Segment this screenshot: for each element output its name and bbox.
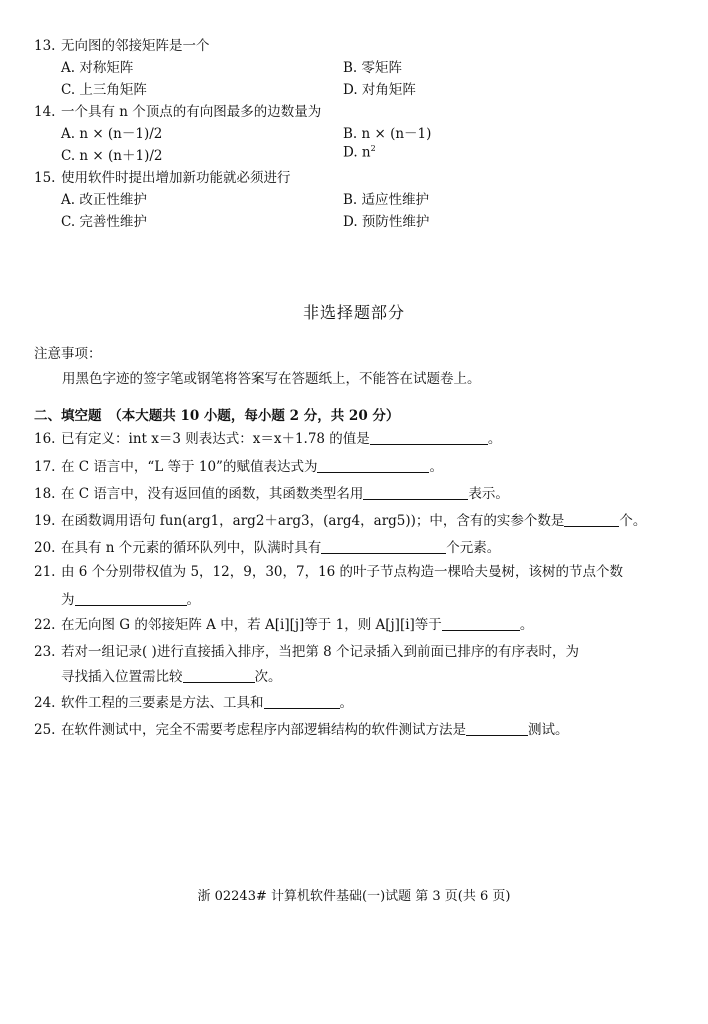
page-footer: 浙 02243# 计算机软件基础(一)试题 第 3 页(共 6 页)	[197, 889, 511, 904]
question-suffix: 表示。	[468, 486, 509, 502]
question-21	[34, 560, 623, 580]
question-number: 18.	[34, 486, 56, 502]
question-suffix: 个。	[619, 513, 647, 529]
notice-heading: 注意事项：	[34, 346, 102, 362]
question-number: 21.	[34, 564, 56, 580]
question-14	[34, 100, 321, 120]
question-text: 在 C 语言中，没有返回值的函数，其函数类型名用	[61, 486, 364, 502]
question-number: 25.	[34, 722, 56, 738]
question-text: 一个具有 n 个顶点的有向图最多的边数量为	[61, 104, 322, 120]
answer-blank	[75, 591, 187, 606]
question-19	[34, 509, 646, 529]
answer-blank	[442, 616, 520, 631]
option-c: C. n × (n＋1)/2	[61, 148, 163, 164]
option-d	[343, 144, 376, 161]
question-suffix: 。	[519, 617, 534, 633]
option-c: C. 上三角矩阵	[61, 82, 147, 98]
question-18	[34, 482, 509, 502]
question-text: 已有定义：int x＝3 则表达式：x＝x＋1.78 的值是	[61, 431, 370, 447]
question-22	[34, 613, 533, 633]
question-25	[34, 718, 569, 738]
question-suffix: 。	[186, 592, 200, 608]
answer-blank	[183, 668, 255, 683]
option-b: B. 零矩阵	[343, 60, 403, 76]
option-a: A. 改正性维护	[61, 192, 147, 208]
question-text: 在无向图 G 的邻接矩阵 A 中，若 A[i][j]等于 1，则 A[j][i]等于	[61, 617, 442, 633]
answer-blank	[363, 485, 468, 500]
option-b: B. 适应性维护	[343, 192, 430, 208]
question-24	[34, 691, 353, 711]
question-text: 在 C 语言中，“L 等于 10”的赋值表达式为	[61, 459, 318, 475]
question-23	[34, 640, 579, 660]
question-suffix: 个元素。	[446, 540, 501, 556]
question-number: 14.	[34, 104, 56, 120]
option-d: D. 对角矩阵	[343, 82, 416, 98]
part-title: 非选择题部分	[302, 303, 405, 322]
answer-blank	[466, 721, 528, 736]
question-number: 24.	[34, 695, 56, 711]
question-text: 使用软件时提出增加新功能就必须进行	[61, 170, 291, 186]
question-13	[34, 34, 210, 54]
superscript: 2	[370, 144, 376, 153]
question-20	[34, 536, 500, 556]
question-suffix: 。	[429, 459, 443, 475]
question-number: 23.	[34, 644, 56, 660]
question-text: 寻找插入位置需比较	[61, 669, 183, 685]
question-text: 由 6 个分别带权值为 5，12，9，30，7，16 的叶子节点构造一棵哈夫曼树，该树的节点个数	[61, 564, 624, 580]
question-number: 20.	[34, 540, 56, 556]
question-number: 19.	[34, 513, 56, 529]
option-d: D. 预防性维护	[343, 214, 430, 230]
option-b: B. n × (n－1)	[343, 126, 432, 142]
question-number: 22.	[34, 617, 56, 633]
question-suffix: 。	[487, 431, 502, 447]
question-text: 为	[61, 592, 75, 608]
question-suffix: 。	[339, 695, 353, 711]
section-heading: 二、填空题 （本大题共 10 小题，每小题 2 分，共 20 分）	[34, 408, 400, 424]
question-number: 16.	[34, 431, 56, 447]
question-number: 15.	[34, 170, 56, 186]
answer-blank	[564, 512, 619, 527]
question-text: 软件工程的三要素是方法、工具和	[61, 695, 264, 711]
question-21-continued	[61, 588, 200, 608]
question-15	[34, 166, 291, 186]
answer-blank	[370, 430, 488, 445]
question-text: 在软件测试中，完全不需要考虑程序内部逻辑结构的软件测试方法是	[61, 722, 466, 738]
question-suffix: 测试。	[528, 722, 569, 738]
answer-blank	[317, 458, 429, 473]
question-text: 若对一组记录( )进行直接插入排序，当把第 8 个记录插入到前面已排序的有序表时，为	[61, 644, 579, 660]
question-suffix: 次。	[254, 669, 282, 685]
option-a: A. 对称矩阵	[61, 60, 134, 76]
option-a: A. n × (n－1)/2	[61, 126, 163, 142]
answer-blank	[264, 694, 340, 709]
question-text: 无向图的邻接矩阵是一个	[61, 38, 210, 54]
option-d-text: D. n	[343, 144, 371, 161]
question-number: 13.	[34, 38, 56, 54]
question-number: 17.	[34, 459, 56, 475]
option-c: C. 完善性维护	[61, 214, 147, 230]
answer-blank	[321, 539, 446, 554]
question-text: 在函数调用语句 fun(arg1，arg2＋arg3，(arg4，arg5))；中，含有的实参个数是	[61, 513, 565, 529]
question-17	[34, 455, 443, 475]
question-23-continued	[61, 665, 282, 685]
question-text: 在具有 n 个元素的循环队列中，队满时具有	[61, 540, 322, 556]
question-16	[34, 427, 501, 447]
notice-text: 用黑色字迹的签字笔或钢笔将答案写在答题纸上，不能答在试题卷上。	[62, 371, 481, 387]
